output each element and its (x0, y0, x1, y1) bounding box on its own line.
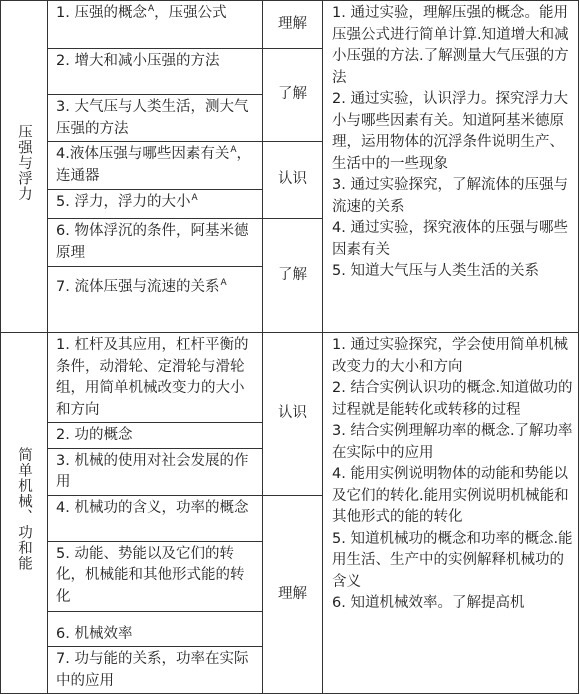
category-label: 压强与浮力 (16, 124, 32, 202)
item-cell: 3. 大气压与人类生活，测大气压强的方法 (48, 95, 263, 142)
goals-cell (323, 333, 579, 694)
goal-text: 5. 知道机械功的概念和功率的概念.能用生活、生产中的实例解释机械功的含义 (332, 530, 573, 590)
goal-text: 2. 通过实验，认识浮力。探究浮力大小与哪些因素有关。知道阿基米德原理，运用物体的沉浮条件说明生产、生活中的一些现象 (332, 91, 568, 172)
item-cell: 2. 功的概念 (48, 423, 263, 449)
goal-text: 4. 能用实例说明物体的动能和势能以及它们的转化.能用实例说明机械能和其他形式的能的转化 (332, 466, 569, 525)
item-cell: 5. 动能、势能以及它们的转化，机械能和其他形式能的转化 (48, 541, 263, 611)
item-cell: 3. 机械的使用对社会发展的作用 (48, 448, 263, 495)
goal-text: 2. 结合实例认识功的概念.知道做功的过程就是能转化或转移的过程 (332, 380, 573, 418)
goal-text: 1. 通过实验，理解压强的概念。能用压强公式进行简单计算.知道增大和减小压强的方法.了解测量大气压强的方法 (332, 5, 569, 86)
category-cell (1, 333, 48, 694)
level-cell: 理解 (263, 1, 323, 49)
level-cell: 了解 (263, 219, 323, 333)
level-cell: 了解 (263, 49, 323, 142)
goal-text: 4. 通过实验，探究液体的压强与哪些因素有关 (332, 220, 568, 258)
goal-text: 1. 通过实验探究，学会使用简单机械改变力的大小和方向 (332, 337, 568, 375)
table-row (1, 333, 579, 423)
level-cell: 认识 (263, 333, 323, 496)
category-label: 简单机械、功和能 (16, 447, 32, 572)
goal-text: 3. 结合实例理解功率的概念.了解功率在实际中的应用 (332, 423, 573, 461)
item-cell: 5. 浮力，浮力的大小$^A$ (48, 190, 263, 219)
item-cell: 6. 机械效率 (48, 611, 263, 647)
goal-text: 5. 知道大气压与人类生活的关系 (332, 263, 539, 279)
item-cell: 7. 流体压强与流速的关系$^A$ (48, 267, 263, 333)
level-cell: 认识 (263, 142, 323, 219)
item-cell: 1. 压强的概念$^A$，压强公式 (48, 1, 263, 49)
item-cell: 7. 功与能的关系，功率在实际中的应用 (48, 647, 263, 694)
item-cell: 4. 机械功的含义，功率的概念 (48, 495, 263, 541)
level-cell: 理解 (263, 495, 323, 694)
item-cell: 4.液体压强与哪些因素有关$^A$，连通器 (48, 142, 263, 190)
category-cell (1, 1, 48, 333)
item-cell: 6. 物体浮沉的条件，阿基米德原理 (48, 219, 263, 267)
goals-cell (323, 1, 579, 333)
goal-text: 3. 通过实验探究，了解流体的压强与流速的关系 (332, 177, 568, 215)
goal-text: 6. 知道机械效率。了解提高机 (332, 595, 525, 611)
item-cell: 1. 杠杆及其应用，杠杆平衡的条件，动滑轮、定滑轮与滑轮组，用简单机械改变力的大小和方向 (48, 333, 263, 423)
table-row (1, 1, 579, 49)
item-cell: 2. 增大和减小压强的方法 (48, 49, 263, 95)
